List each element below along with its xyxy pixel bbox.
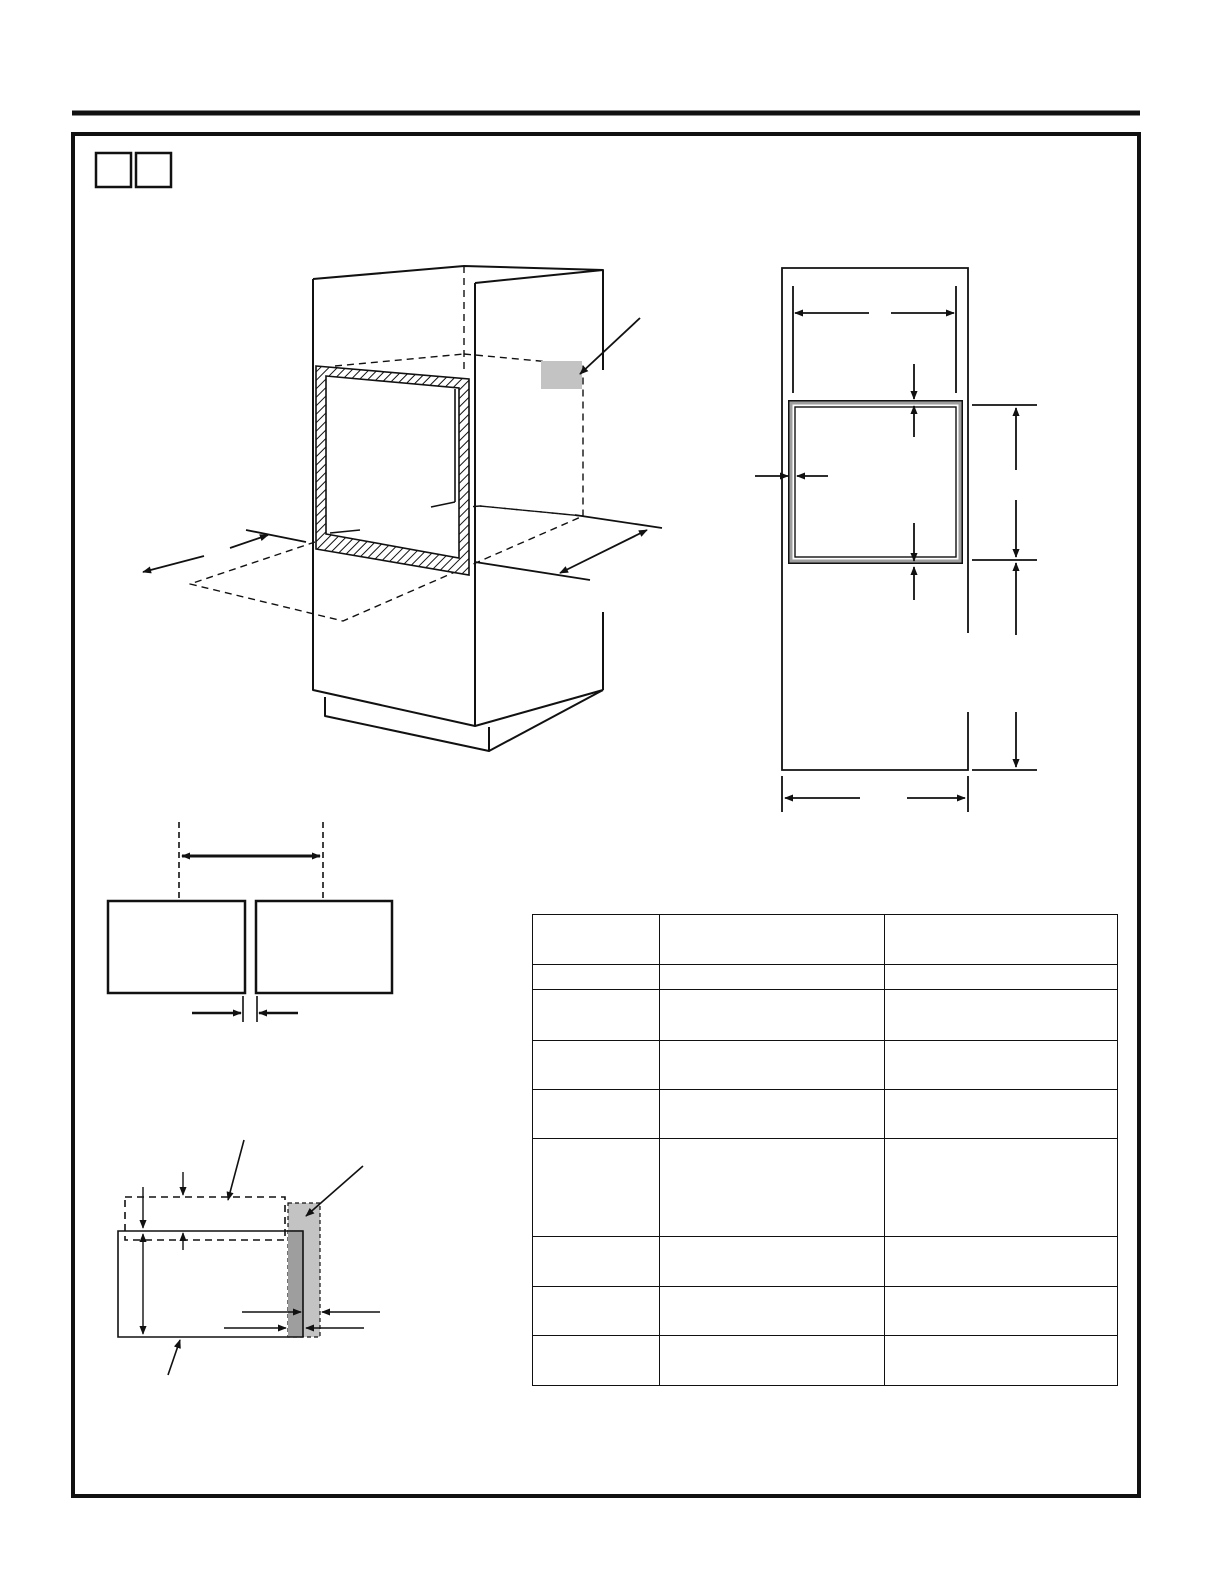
table-cell [533,1089,660,1138]
table-cell [660,965,885,990]
cabinet-spacing-detail [108,822,392,1022]
step-number-box [96,153,171,187]
cabinet-isometric-view [190,266,603,751]
table-cell [533,965,660,990]
front-elevation-view [782,268,968,770]
table-cell [885,1138,1118,1236]
leader-arrow [580,318,640,374]
hatched-frame [316,366,469,575]
table-row [533,1089,1118,1138]
table-cell [533,1237,660,1286]
table-cell [885,1335,1118,1385]
table-cell [660,1335,885,1385]
table-cell [660,1040,885,1089]
table-cell [885,965,1118,990]
table-cell [533,1138,660,1236]
dimension-arrow [755,286,1037,812]
table-row [533,1286,1118,1335]
table-row [533,1335,1118,1385]
table-cell [660,915,885,965]
table-row [533,1138,1118,1236]
table-cell [660,1138,885,1236]
table-row [533,965,1118,990]
table-cell [533,915,660,965]
junction-box [541,361,582,389]
table-cell [885,1237,1118,1286]
table-cell [885,1040,1118,1089]
dimension-table [532,914,1118,1386]
table-cell [660,1286,885,1335]
table-cell [533,1286,660,1335]
table-cell [660,1237,885,1286]
table-row [533,990,1118,1040]
table-cell [533,990,660,1040]
side-section-detail [118,1140,380,1375]
table-cell [885,915,1118,965]
table-cell [885,990,1118,1040]
table-cell [885,1089,1118,1138]
table-row [533,1040,1118,1089]
table-cell [533,1335,660,1385]
table-cell [533,1040,660,1089]
table-cell [885,1286,1118,1335]
table-header-row [533,915,1118,965]
table-cell [660,990,885,1040]
table-cell [660,1089,885,1138]
table-row [533,1237,1118,1286]
